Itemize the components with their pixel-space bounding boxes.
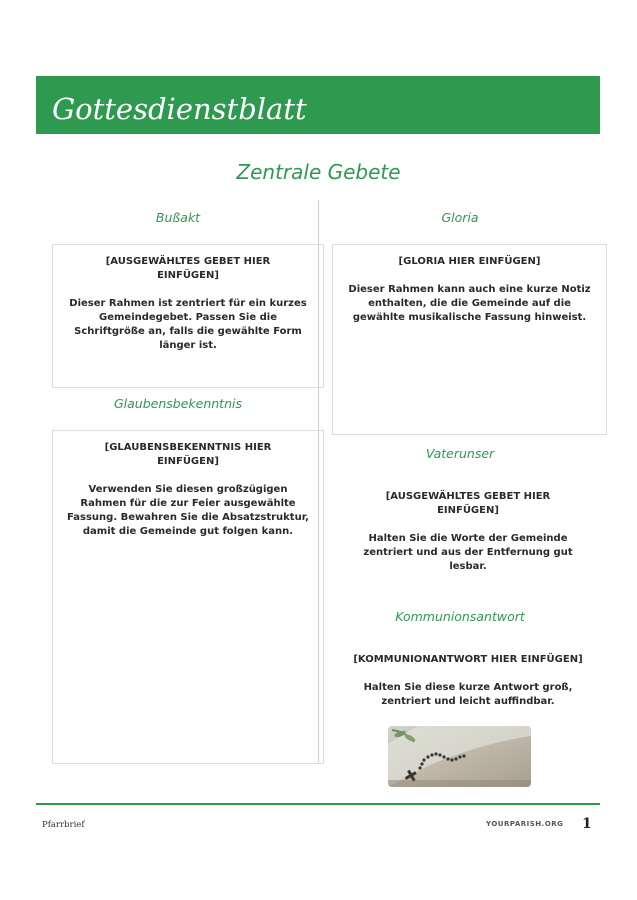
page-title: Gottesdienstblatt <box>52 92 307 126</box>
heading-bussakt: Bußakt <box>155 210 201 225</box>
kommunion-note: Halten Sie diese kurze Antwort groß, zentriert und leicht auffindbar. <box>363 682 573 707</box>
bussakt-frame <box>52 244 324 388</box>
gloria-note: Dieser Rahmen kann auch eine kurze Notiz enthalten, die die Gemeinde auf die gewählte musikalische Fassung hinweist. <box>348 284 591 323</box>
vaterunser-placeholder: [AUSGEWÄHLTES GEBET HIER EINFÜGEN] <box>385 491 551 516</box>
footer-website: YOURPARISH.ORG <box>486 820 564 828</box>
heading-gloria: Gloria <box>441 210 479 225</box>
kommunion-placeholder: [KOMMUNIONANTWORT HIER EINFÜGEN] <box>353 654 583 665</box>
glaubensbekenntnis-frame <box>52 430 324 764</box>
vaterunser-note: Halten Sie die Worte der Gemeinde zentriert und aus der Entfernung gut lesbar. <box>363 533 573 572</box>
gloria-placeholder: [GLORIA HIER EINFÜGEN] <box>398 256 541 267</box>
bussakt-note: Dieser Rahmen ist zentriert für ein kurzes Gemeindegebet. Passen Sie die Schriftgröße an, falls die gewählte Form länger ist. <box>69 298 307 351</box>
heading-glaubensbekenntnis: Glaubensbekenntnis <box>113 396 242 411</box>
heading-kommunion: Kommunionsantwort <box>395 609 525 624</box>
vaterunser-block <box>346 490 590 574</box>
footer-rule <box>36 803 600 805</box>
heading-vaterunser: Vaterunser <box>425 446 495 461</box>
gloria-frame <box>332 244 607 435</box>
bussakt-placeholder: [AUSGEWÄHLTES GEBET HIER EINFÜGEN] <box>105 256 271 281</box>
kommunion-block <box>346 653 590 709</box>
header-banner <box>36 76 600 134</box>
footer-publication: Pfarrbrief <box>42 820 85 830</box>
page-number: 1 <box>582 816 592 832</box>
glaubensbekenntnis-placeholder: [GLAUBENSBEKENNTNIS HIER EINFÜGEN] <box>104 442 272 467</box>
rosary-photo <box>388 726 531 787</box>
section-title: Zentrale Gebete <box>236 160 401 184</box>
glaubensbekenntnis-note: Verwenden Sie diesen großzügigen Rahmen für die zur Feier ausgewählte Fassung. Bewahren Sie die Absatzstruktur, damit die Gemeinde gut folgen kann. <box>67 484 309 537</box>
